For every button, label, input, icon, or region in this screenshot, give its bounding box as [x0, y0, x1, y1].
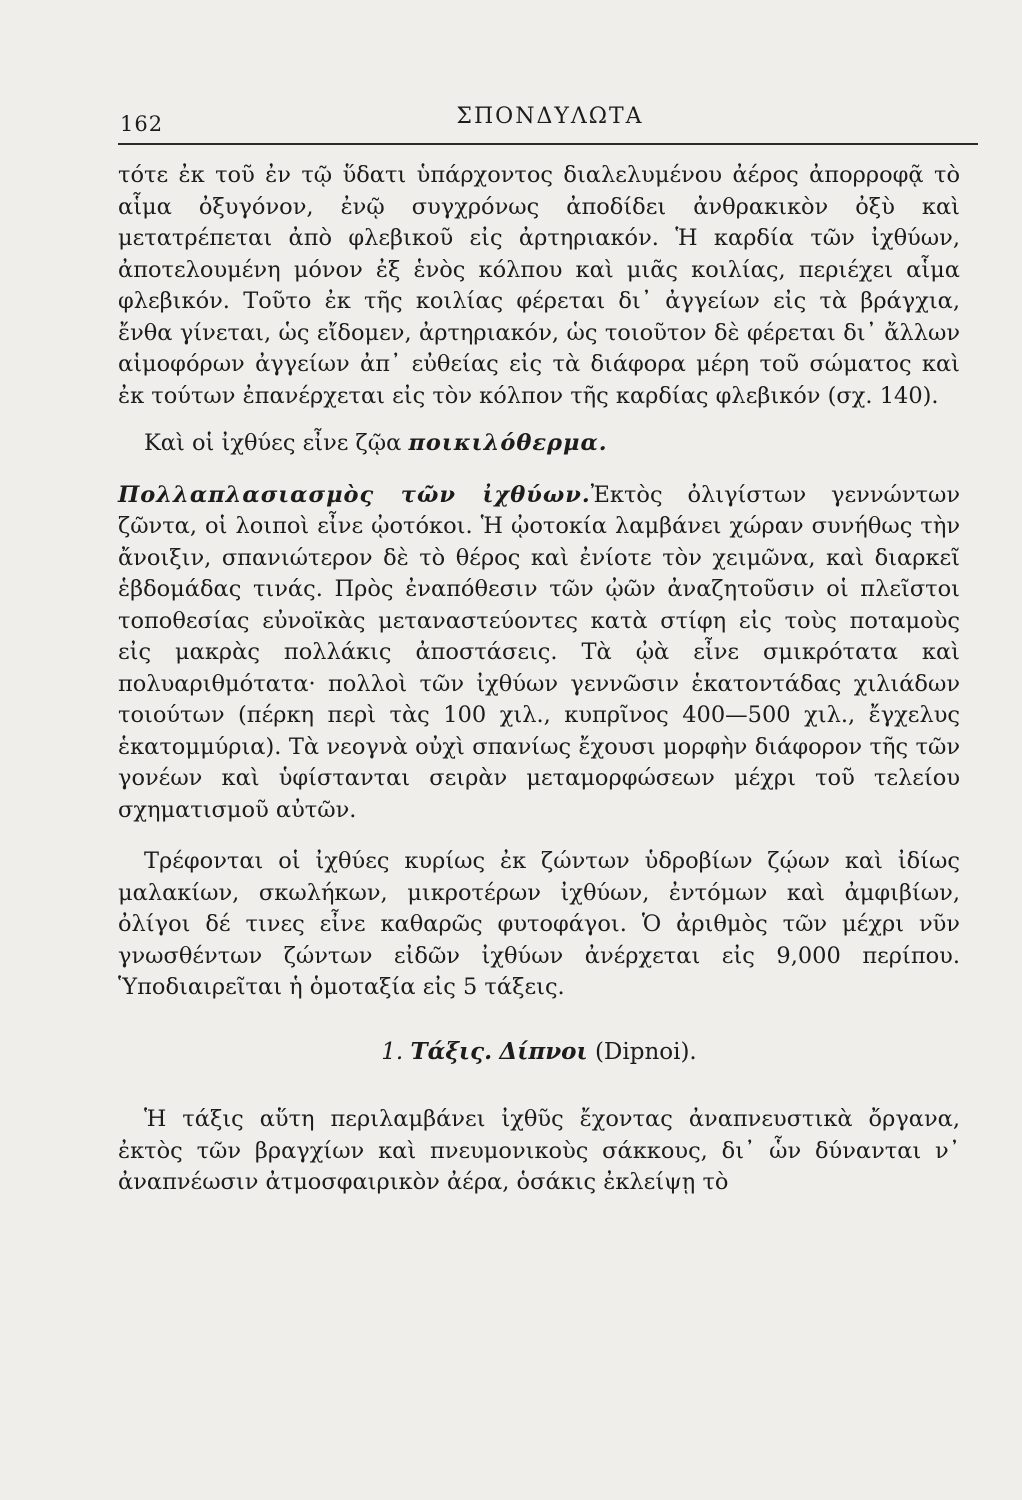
paragraph-dipnoi: Ἡ τάξις αὕτη περιλαμβάνει ἰχθῦς ἔχοντας ἀναπνευστικὰ ὄργανα, ἐκτὸς τῶν βραγχίων καὶ πνευμονικοὺς σάκκους, δι᾽ ὧν δύνανται ν᾽ ἀναπνέωσιν ἀτμοσφαιρικὸν ἀέρα, ὁσάκις ἐκλείψῃ τὸ [118, 1106, 960, 1195]
header-rule [118, 143, 978, 145]
paragraph-heart-circulation: τότε ἐκ τοῦ ἐν τῷ ὕδατι ὑπάρχοντος διαλελυμένου ἀέρος ἀπορροφᾷ τὸ αἷμα ὀξυγόνον, ἐνῷ συγχρόνως ἀποδίδει ἀνθρακικὸν ὀξὺ καὶ μετατρέπεται ἀπὸ φλεβικοῦ εἰς ἀρτηριακόν. Ἡ καρδία τῶν ἰχθύων, ἀποτελουμένη μόνον ἐξ ἑνὸς κόλπου καὶ μιᾶς κοιλίας, περιέχει αἷμα φλεβικόν. Τοῦτο ἐκ τῆς κοιλίας φέρεται δι᾽ ἀγγείων εἰς τὰ βράγχια, ἔνθα γίνεται, ὡς εἴδομεν, ἀρτηριακόν, ὡς τοιοῦτον δὲ φέρεται δι᾽ ἄλλων αἱμοφόρων ἀγγείων ἀπ᾽ εὐθείας εἰς τὰ διάφορα μέρη τοῦ σώματος καὶ ἐκ τούτων ἐπανέρχεται εἰς τὸν κόλπον τῆς καρδίας φλεβικόν (σχ. 140). [118, 162, 960, 409]
section-word: Τάξις. [410, 1037, 493, 1065]
paragraph-feeding: Τρέφονται οἱ ἰχθύες κυρίως ἐκ ζώντων ὑδροβίων ζῴων καὶ ἰδίως μαλακίων, σκωλήκων, μικροτέρων ἰχθύων, ἐντόμων καὶ ἀμφιβίων, ὀλίγοι δέ τινες εἶνε καθαρῶς φυτοφάγοι. Ὁ ἀριθμὸς τῶν μέχρι νῦν γνωσθέντων ζώντων εἰδῶν ἰχθύων ἀνέρχεται εἰς 9,000 περίπου. Ὑποδιαιρεῖται ἡ ὁμοταξία εἰς 5 τάξεις. [118, 848, 960, 1000]
section-heading-dipnoi [118, 1036, 960, 1069]
body-text [118, 160, 960, 1199]
page-header [120, 100, 980, 140]
section-name: Δίπνοι [499, 1037, 588, 1065]
paragraph-reproduction [118, 480, 960, 827]
term-poikilotherm: ποικιλόθερμα. [408, 430, 608, 456]
paragraph-poikilotherm [118, 428, 960, 460]
section-number: 1. [381, 1038, 404, 1065]
running-title: ΣΠΟΝΔΥΛΩΤΑ [456, 104, 644, 129]
page-number: 162 [120, 112, 164, 136]
heading-reproduction: Πολλαπλασιασμὸς τῶν ἰχθύων. [118, 481, 591, 508]
paragraph-reproduction-text: Ἐκτὸς ὀλιγίστων γεννώντων ζῶντα, οἱ λοιποὶ εἶνε ᾠοτόκοι. Ἡ ᾠοτοκία λαμβάνει χώραν συνήθως τὴν ἄνοιξιν, σπανιώτερον δὲ τὸ θέρος καὶ ἐνίοτε τὸν χειμῶνα, καὶ διαρκεῖ ἑβδομάδας τινάς. Πρὸς ἐναπόθεσιν τῶν ᾠῶν ἀναζητοῦσιν οἱ πλεῖστοι τοποθεσίας εὐνοϊκὰς μεταναστεύοντες κατὰ στίφη εἰς τοὺς ποταμοὺς εἰς μακρὰς πολλάκις ἀποστάσεις. Τὰ ᾠὰ εἶνε σμικρότατα καὶ πολυαριθμότατα· πολλοὶ τῶν ἰχθύων γεννῶσιν ἑκατοντάδας χιλιάδων τοιούτων (πέρκη περὶ τὰς 100 χιλ., κυπρῖνος 400—500 χιλ., ἔγχελυς ἑκατομμύρια). Τὰ νεογνὰ οὐχὶ σπανίως ἔχουσι μορφὴν διάφορον τῆς τῶν γονέων καὶ ὑφίστανται σειρὰν μεταμορφώσεων μέχρι τοῦ τελείου σχηματισμοῦ αὐτῶν. [118, 481, 961, 823]
paragraph-poikilotherm-text: Καὶ οἱ ἰχθύες εἶνε ζῷα [144, 430, 409, 456]
section-latin-name: (Dipnoi). [594, 1038, 697, 1065]
